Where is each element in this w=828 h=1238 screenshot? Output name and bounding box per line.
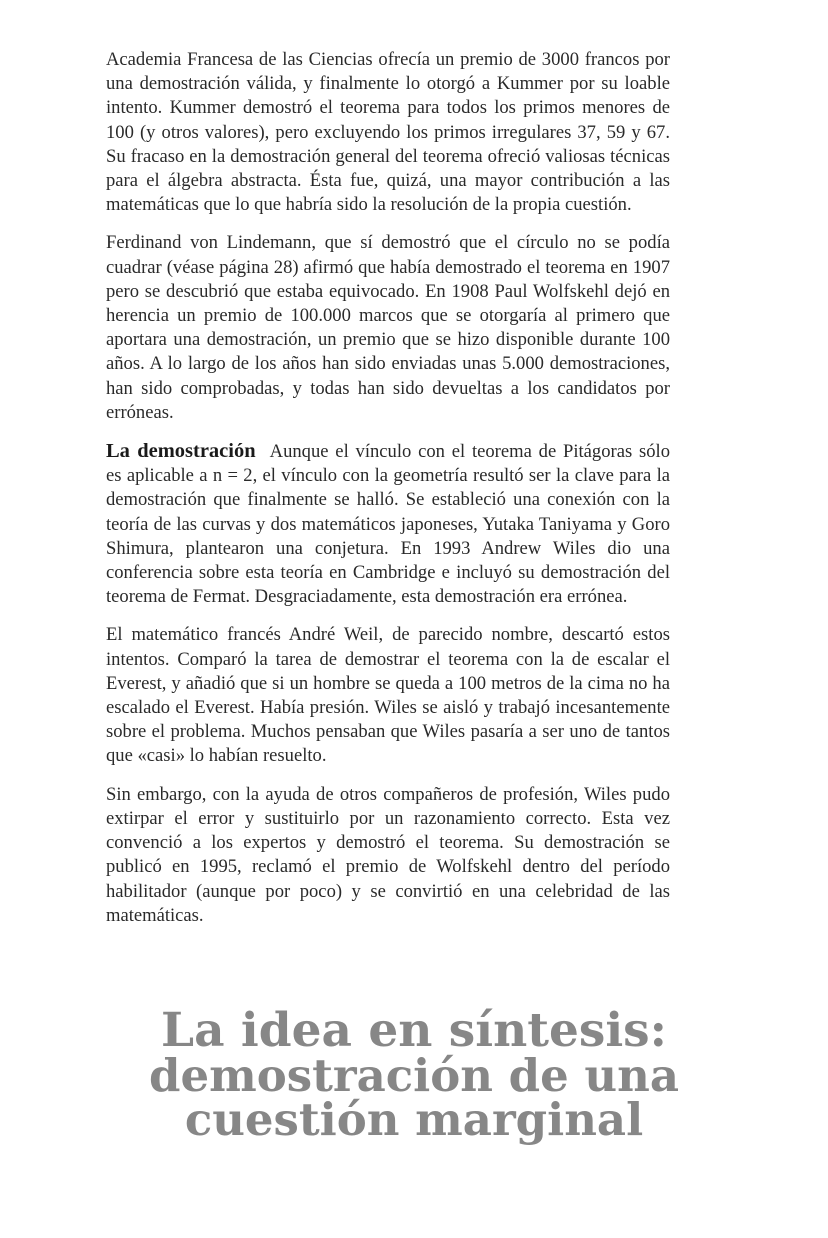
summary-line-1: La idea en síntesis:: [161, 1003, 667, 1058]
paragraph-weil: El matemático francés André Weil, de parecido nombre, descartó estos intentos. Comparó la tarea de demostrar el teorema con la de escalar el Everest, y añadió que si un hombre se queda a 100 metros de la cima no ha escalado el Everest. Había presión. Wiles se aisló y trabajó incesantemente sobre el problema. Muchos pensaban que Wiles pasaría a ser uno de tantos que «casi» lo habían resuelto.: [106, 624, 670, 767]
paragraph-kummer: Academia Francesa de las Ciencias ofrecía un premio de 3000 francos por una demostración válida, y finalmente lo otorgó a Kummer por su loable intento. Kummer demostró el teorema para todos los primos menores de 100 (y otros valores), pero excluyendo los primos irregulares 37, 59 y 67. Su fracaso en la demostración general del teorema ofreció valiosas técnicas para el álgebra abstracta. Ésta fue, quizá, una mayor contribución a las matemáticas que lo que habría sido la resolución de la propia cuestión.: [106, 49, 670, 216]
page-body: [106, 48, 670, 942]
idea-summary: [0, 1003, 828, 1146]
paragraph-lindemann: Ferdinand von Lindemann, que sí demostró que el círculo no se podía cuadrar (véase página 28) afirmó que había demostrado el teorema en 1907 pero se descubrió que estaba equivocado. En 1908 Paul Wolfskehl dejó en herencia un premio de 100.000 marcos que se otorgaría al primero que aportara una demostración, un premio que se hizo disponible durante 100 años. A lo largo de los años han sido enviadas unas 5.000 demostraciones, han sido comprobadas, y todas han sido devueltas a los candidatos por erróneas.: [106, 232, 670, 423]
summary-line-2: demostración de una: [149, 1049, 679, 1102]
summary-line-3: cuestión marginal: [184, 1093, 644, 1146]
paragraph-wiles: Sin embargo, con la ayuda de otros compañeros de profesión, Wiles pudo extirpar el error y sustituirlo por un razonamiento correcto. Esta vez convenció a los expertos y demostró el teorema. Su demostración se publicó en 1995, reclamó el premio de Wolfskehl dentro del período habilitador (aunque por poco) y se convirtió en una celebridad de las matemáticas.: [106, 783, 670, 926]
paragraph-demostracion: [106, 439, 670, 609]
section-text: Aunque el vínculo con el teorema de Pitágoras sólo es aplicable a n = 2, el vínculo con la geometría resultó ser la clave para la demostración que finalmente se halló. Se estableció una conexión con la teoría de las curvas y dos matemáticos japoneses, Yutaka Taniyama y Goro Shimura, plantearon una conjetura. En 1993 Andrew Wiles dio una conferencia sobre esta teoría en Cambridge e incluyó su demostración del teorema de Fermat. Desgraciadamente, esta demostración era errónea.: [106, 441, 670, 608]
section-heading: La demostración: [106, 440, 256, 463]
